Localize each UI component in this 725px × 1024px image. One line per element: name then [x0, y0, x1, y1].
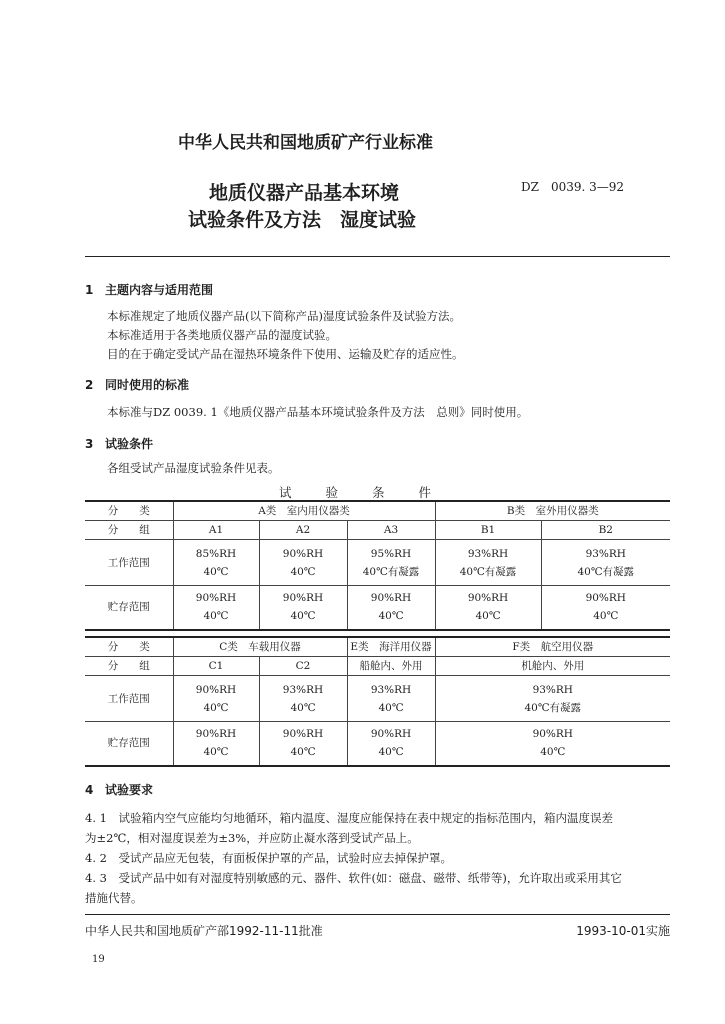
section-title: 试验要求 [105, 783, 154, 797]
class-b-header: B类 室外用仪器类 [435, 501, 670, 521]
storage-cell [347, 722, 435, 766]
row-label-class: 分 类 [85, 501, 173, 521]
humidity-value: 93%RH [282, 683, 324, 696]
group-cell: A1 [173, 521, 259, 540]
temperature-value: 40℃ [290, 746, 316, 759]
storage-cell [541, 586, 670, 630]
humidity-value: 93%RH [370, 683, 412, 696]
implementation-date: 1993-10-01实施 [576, 924, 670, 938]
storage-cell [259, 722, 347, 766]
humidity-value: 90%RH [370, 728, 412, 741]
requirement-4-3-line2: 措施代替。 [85, 891, 143, 905]
row-label-storage: 贮存范围 [85, 722, 173, 766]
group-cell: B2 [541, 521, 670, 540]
work-cell [435, 676, 670, 722]
temperature-value: 40℃ [378, 701, 404, 714]
work-cell [173, 540, 259, 586]
section-1-heading [85, 281, 213, 298]
group-cell: B1 [435, 521, 541, 540]
section-1-paragraph: 本标准适用于各类地质仪器产品的湿度试验。 [107, 328, 337, 342]
temperature-value: 40℃ [203, 610, 229, 623]
approval-statement: 中华人民共和国地质矿产部1992-11-11批准 [85, 924, 323, 938]
section-number: 4 [85, 783, 94, 797]
temperature-value: 40℃ [378, 746, 404, 759]
standard-code: DZ 0039. 3—92 [521, 180, 625, 194]
group-cell: C2 [259, 657, 347, 676]
work-cell [259, 540, 347, 586]
storage-cell [435, 586, 541, 630]
row-label-group: 分 组 [85, 521, 173, 540]
group-cell: A2 [259, 521, 347, 540]
document-title-line1: 地质仪器产品基本环境 [209, 182, 400, 204]
temperature-value: 40℃ [475, 610, 501, 623]
temperature-value: 40℃ [593, 610, 619, 623]
section-2-heading [85, 376, 189, 393]
storage-cell [435, 722, 670, 766]
requirement-4-1-line2: 为±2℃，相对湿度误差为±3%，并应防止凝水落到受试产品上。 [85, 831, 419, 845]
group-cell: 船舱内、外用 [347, 657, 435, 676]
class-c-header: C类 车载用仪器 [173, 637, 347, 657]
class-f-header: F类 航空用仪器 [435, 637, 670, 657]
humidity-value: 95%RH [370, 547, 412, 560]
row-label-storage: 贮存范围 [85, 586, 173, 630]
temperature-value: 40℃ [290, 610, 316, 623]
temperature-value: 40℃ [290, 701, 316, 714]
section-2-paragraph: 本标准与DZ 0039. 1《地质仪器产品基本环境试验条件及方法 总则》同时使用。 [107, 405, 529, 419]
work-cell [259, 676, 347, 722]
row-label-group: 分 组 [85, 657, 173, 676]
humidity-value: 90%RH [195, 592, 237, 605]
row-label-class: 分 类 [85, 637, 173, 657]
humidity-value: 90%RH [282, 547, 324, 560]
requirement-4-1-line1: 4. 1 试验箱内空气应能均匀地循环，箱内温度、湿度应能保持在表中规定的指标范围内，箱内温度误差 [85, 811, 613, 825]
humidity-value: 90%RH [282, 592, 324, 605]
humidity-value: 93%RH [532, 683, 573, 696]
group-cell: C1 [173, 657, 259, 676]
page-number: 19 [92, 954, 105, 965]
temperature-value: 40℃ [290, 565, 316, 578]
requirement-4-2: 4. 2 受试产品应无包装，有面板保护罩的产品，试验时应去掉保护罩。 [85, 851, 452, 865]
footer-divider [85, 914, 670, 915]
work-cell [435, 540, 541, 586]
section-3-heading [85, 435, 153, 452]
section-number: 2 [85, 378, 94, 392]
temperature-value: 40℃有凝露 [577, 565, 635, 578]
temperature-value: 40℃有凝露 [459, 565, 517, 578]
temperature-value: 40℃ [540, 746, 566, 759]
storage-cell [173, 586, 259, 630]
section-1-paragraph: 目的在于确定受试产品在湿热环境条件下使用、运输及贮存的适应性。 [107, 347, 464, 361]
class-a-header: A类 室内用仪器类 [173, 501, 435, 521]
humidity-value: 93%RH [467, 547, 509, 560]
temperature-value: 40℃ [203, 565, 229, 578]
section-number: 3 [85, 437, 94, 451]
row-label-work: 工作范围 [85, 540, 173, 586]
section-3-intro: 各组受试产品湿度试验条件见表。 [107, 461, 280, 475]
row-label-work: 工作范围 [85, 676, 173, 722]
humidity-value: 90%RH [370, 592, 412, 605]
class-e-header: E类 海洋用仪器 [347, 637, 435, 657]
temperature-value: 40℃有凝露 [524, 701, 582, 714]
temperature-value: 40℃ [203, 746, 229, 759]
storage-cell [173, 722, 259, 766]
conditions-table-ab [85, 500, 670, 631]
section-title: 试验条件 [105, 437, 154, 451]
storage-cell [259, 586, 347, 630]
table-title: 试 验 条 件 [279, 485, 446, 500]
conditions-table-cef [85, 636, 670, 767]
humidity-value: 93%RH [585, 547, 626, 560]
group-cell: A3 [347, 521, 435, 540]
humidity-value: 90%RH [195, 728, 237, 741]
header-divider [85, 256, 670, 257]
section-title: 主题内容与适用范围 [105, 283, 214, 297]
humidity-value: 90%RH [585, 592, 626, 605]
work-cell [541, 540, 670, 586]
storage-cell [347, 586, 435, 630]
work-cell [173, 676, 259, 722]
humidity-value: 90%RH [532, 728, 573, 741]
section-1-paragraph: 本标准规定了地质仪器产品(以下简称产品)湿度试验条件及试验方法。 [107, 309, 461, 323]
humidity-value: 90%RH [282, 728, 324, 741]
temperature-value: 40℃有凝露 [362, 565, 420, 578]
group-cell: 机舱内、外用 [435, 657, 670, 676]
humidity-value: 90%RH [467, 592, 509, 605]
document-title-line2: 试验条件及方法 湿度试验 [188, 209, 417, 231]
work-cell [347, 676, 435, 722]
section-4-heading [85, 781, 153, 798]
work-cell [347, 540, 435, 586]
requirement-4-3-line1: 4. 3 受试产品中如有对湿度特别敏感的元、器件、软件(如：磁盘、磁带、纸带等)，允许取出或采用其它 [85, 871, 622, 885]
section-title: 同时使用的标准 [105, 378, 190, 392]
humidity-value: 90%RH [195, 683, 237, 696]
issuing-organization: 中华人民共和国地质矿产行业标准 [178, 133, 433, 153]
section-number: 1 [85, 283, 94, 297]
humidity-value: 85%RH [195, 547, 237, 560]
temperature-value: 40℃ [203, 701, 229, 714]
temperature-value: 40℃ [378, 610, 404, 623]
